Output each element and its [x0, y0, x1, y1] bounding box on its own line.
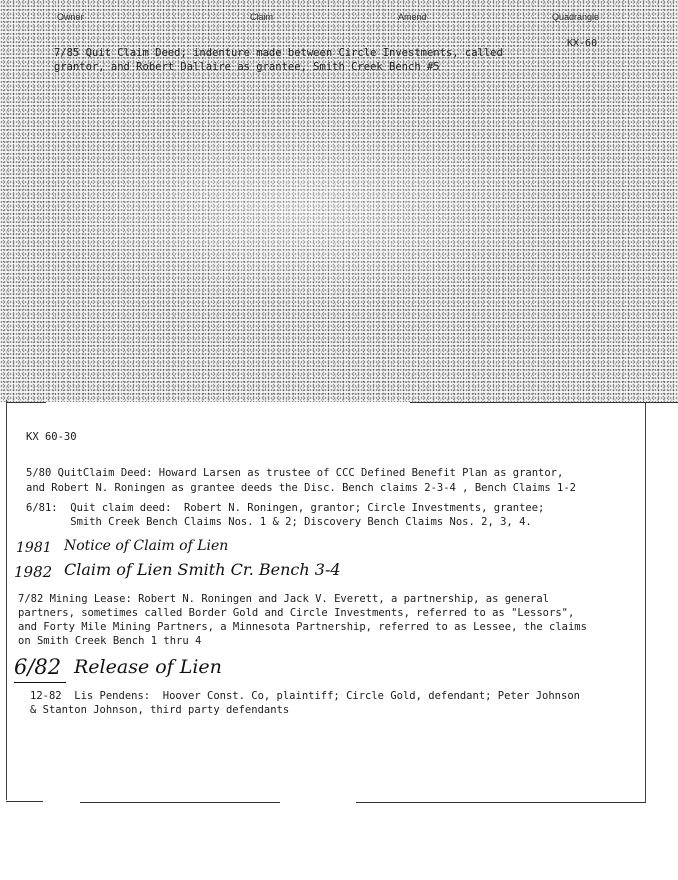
sheet-left-edge	[6, 400, 7, 800]
entry-line: 5/80 QuitClaim Deed: Howard Larsen as trustee of CCC Defined Benefit Plan as grantor,	[26, 467, 564, 479]
entry-line: partners, sometimes called Border Gold and Circle Investments, referred to as "Lessors",	[18, 607, 575, 619]
header-quadrangle: Quadrangle	[552, 12, 600, 22]
handwritten-year: 1981	[16, 540, 52, 556]
entry-line: 12-82 Lis Pendens: Hoover Const. Co, plaintiff; Circle Gold, defendant; Peter Johnson	[30, 690, 580, 702]
card-fade	[40, 110, 560, 310]
entry-line: 7/82 Mining Lease: Robert N. Roningen and Jack V. Everett, a partnership, as general	[18, 593, 550, 605]
card-reference: KX-60	[567, 38, 598, 49]
handwritten-note: Claim of Lien Smith Cr. Bench 3-4	[64, 560, 341, 579]
sheet-right-edge	[645, 402, 646, 802]
handwritten-year: 1982	[14, 563, 53, 581]
index-card	[0, 0, 678, 402]
entry-line: and Robert N. Roningen as grantee deeds the Disc. Bench claims 2-3-4 , Bench Claims 1-2	[26, 482, 576, 494]
card-entry-line: 7/85 Quit Claim Deed; indenture made between Circle Investments, called	[54, 47, 503, 59]
entry-line: and Forty Mile Mining Partners, a Minnesota Partnership, referred to as Lessee, the claims	[18, 621, 587, 633]
card-entry-line: grantor, and Robert Dallaire as grantee, Smith Creek Bench #5	[54, 61, 440, 73]
sheet-bottom-rule	[6, 801, 43, 802]
entry-line: & Stanton Johnson, third party defendants	[30, 704, 290, 716]
sheet-top-rule	[6, 402, 46, 403]
sheet-bottom-rule	[80, 802, 280, 803]
entry-line: on Smith Creek Bench 1 thru 4	[18, 635, 202, 647]
handwritten-note: Release of Lien	[74, 656, 222, 678]
sheet-reference: KX 60-30	[26, 431, 77, 443]
handwritten-date: 6/82	[14, 655, 62, 679]
sheet-top-rule	[410, 402, 678, 403]
handwritten-underline	[14, 682, 66, 683]
handwritten-note: Notice of Claim of Lien	[64, 538, 229, 554]
sheet-bottom-rule	[356, 802, 646, 803]
entry-line: Smith Creek Bench Claims Nos. 1 & 2; Discovery Bench Claims Nos. 2, 3, 4.	[26, 516, 532, 528]
header-claim: Claim	[250, 12, 274, 22]
header-owner: Owner	[57, 12, 84, 22]
entry-line: 6/81: Quit claim deed: Robert N. Roningen, grantor; Circle Investments, grantee;	[26, 502, 545, 514]
header-amend: Amend	[398, 12, 427, 22]
